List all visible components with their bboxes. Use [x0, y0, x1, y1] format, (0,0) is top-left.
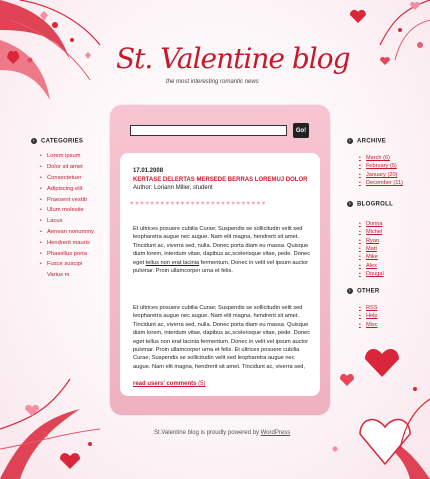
blogroll-label: Ryan — [366, 237, 380, 244]
archive-heading — [347, 138, 386, 145]
bullet-icon: • — [359, 237, 361, 244]
category-label: Dolor sit amet — [47, 164, 83, 171]
bullet-icon: • — [40, 207, 42, 214]
category-item[interactable] — [40, 248, 110, 259]
archive-heading-label: ARCHIVE — [357, 138, 387, 145]
other-item[interactable] — [359, 312, 424, 320]
category-label: Adipiscing elit — [47, 185, 83, 192]
category-label: Praesent vestib — [47, 196, 87, 203]
archive-count: (20) — [387, 171, 398, 178]
category-label: Lacus — [47, 218, 63, 225]
post-paragraph — [133, 225, 311, 275]
category-label: Consectetuer — [47, 174, 82, 181]
other-label: Misc — [366, 321, 378, 328]
category-item[interactable] — [40, 270, 110, 281]
bullet-icon: • — [359, 180, 361, 187]
category-label: Hendrerit mauris — [47, 239, 90, 246]
bullet-icon: › — [347, 201, 353, 207]
blogroll-label: Mike — [366, 254, 378, 261]
blogroll-label: Donna — [366, 221, 383, 228]
category-item[interactable] — [40, 237, 110, 248]
search-button[interactable]: Go! — [293, 123, 309, 138]
category-item[interactable] — [40, 259, 110, 270]
bullet-icon: • — [40, 228, 42, 235]
blogroll-item[interactable] — [359, 253, 424, 261]
bullet-icon: • — [40, 239, 42, 246]
read-comments-link[interactable] — [133, 381, 205, 387]
bullet-icon: • — [359, 254, 361, 261]
archive-list — [359, 154, 424, 187]
archive-count: (11) — [393, 180, 403, 187]
bullet-icon: • — [359, 229, 361, 236]
bullet-icon: • — [359, 246, 361, 253]
bullet-icon: • — [40, 185, 42, 192]
inline-link[interactable]: tellus non erat lacinia — [145, 259, 200, 266]
category-item[interactable] — [40, 173, 110, 184]
other-heading — [347, 288, 380, 295]
archive-count: (5) — [389, 163, 397, 170]
categories-heading — [31, 138, 83, 145]
bullet-icon: • — [359, 321, 361, 328]
category-label: Fusce suscipi — [47, 261, 83, 268]
post-author: Author: Loriann Miller, student — [133, 185, 213, 191]
bullet-icon: • — [359, 163, 361, 170]
other-list — [359, 304, 424, 329]
hearts-divider: ♥♥♥♥♥♥♥♥♥♥♥♥♥♥♥♥♥♥♥♥♥♥♥♥♥♥♥ — [130, 201, 267, 207]
bullet-icon: • — [40, 174, 42, 181]
post-date: 17.01.2008 — [133, 168, 164, 174]
category-item[interactable] — [40, 205, 110, 216]
bullet-icon: • — [40, 261, 42, 268]
bullet-icon: • — [359, 305, 361, 312]
bullet-icon: • — [359, 270, 361, 277]
bullet-icon: › — [347, 138, 353, 144]
search-input[interactable] — [130, 125, 287, 136]
archive-item[interactable] — [359, 162, 424, 170]
footer-text: St.Valentine blog is proudly powered by — [154, 430, 261, 436]
categories-heading-label: CATEGORIES — [41, 138, 84, 145]
post-paragraph: Et ultrices posuere cubilia Curae; Suspendis se sollicitudin velit sed leopharetra augue nec augue. Nam elit magna, hendrerit sit amet. Tincidunt ac, viverra sed, nulla. Donec porta diam eu massa. Quisque diam lorem, interdum vitae, dapibus ac,scelerisque vitae, pede. Donec eget tellus non erat lacinia fermentum. Donec in velit vel ipsum auctor pulvinar. Proin ullamcorper urna et felis. Et ultrices posuere cubilia Curae; Suspendis se sollicitudin velit sed leopharetra augue nec augue. Nam elit magna, hendrerit sit amet. Tincidunt ac, viverra sed, — [133, 305, 311, 370]
footer — [154, 430, 290, 436]
archive-label: January — [366, 171, 386, 178]
other-heading-label: OTHER — [357, 288, 380, 295]
search-bar — [130, 123, 310, 139]
bullet-icon: › — [347, 288, 353, 294]
archive-label: December — [366, 180, 392, 187]
blogroll-item[interactable] — [359, 270, 424, 278]
blogroll-heading — [347, 201, 393, 208]
category-item[interactable] — [40, 183, 110, 194]
blog-tagline: the most interesting romantic news — [166, 79, 259, 85]
post-text: Et ultrices posuere cubilia Curae; Suspendis se sollicitudin velit sed leopharetra augue nec augue. Nam elit magna, hendrerit sit amet. Tincidunt ac, viverra sed, nulla. Donec porta diam eu massa. Quisque diam lorem, interdum vitae, dapibus ac,scelerisque vitae, pede. Donec eget — [133, 226, 311, 266]
comments-label: read users' comments — [133, 381, 197, 387]
other-label: RSS — [366, 305, 378, 312]
bullet-icon: • — [40, 196, 42, 203]
bullet-icon: • — [359, 262, 361, 269]
archive-item[interactable] — [359, 179, 424, 187]
blogroll-label: Matt — [366, 246, 377, 253]
wordpress-link[interactable]: WordPress — [260, 430, 291, 436]
blogroll-list — [359, 220, 424, 278]
bullet-icon: › — [31, 138, 37, 144]
bullet-icon: • — [40, 250, 42, 257]
category-label: Phasellus porta — [47, 250, 87, 257]
other-item[interactable] — [359, 321, 424, 329]
categories-list — [40, 151, 110, 281]
archive-label: February — [366, 163, 389, 170]
blogroll-item[interactable] — [359, 261, 424, 269]
post-title[interactable]: KERTASE DELERTAS MERSEDE BERRAS LOREMUJ DOLOR — [133, 177, 308, 183]
bullet-icon: • — [359, 171, 361, 178]
bullet-icon: • — [40, 164, 42, 171]
category-label: Aenean nonummy — [47, 228, 95, 235]
other-item[interactable] — [359, 304, 424, 312]
category-label: Varius m — [47, 272, 70, 279]
blogroll-label: Michel — [366, 229, 383, 236]
blogroll-heading-label: BLOGROLL — [357, 201, 394, 208]
blogroll-item[interactable] — [359, 245, 424, 253]
category-item[interactable] — [40, 216, 110, 227]
blogroll-item[interactable] — [359, 220, 424, 228]
archive-label: March — [366, 155, 382, 162]
blogroll-item[interactable] — [359, 228, 424, 236]
comments-count: (5) — [198, 381, 206, 387]
blogroll-label: Alex — [366, 262, 377, 269]
bullet-icon: • — [40, 153, 42, 160]
category-item[interactable] — [40, 227, 110, 238]
floral-ornament-bottom-right — [320, 339, 430, 479]
archive-item[interactable] — [359, 171, 424, 179]
other-label: Help — [366, 313, 378, 320]
category-item[interactable] — [40, 162, 110, 173]
blogroll-label: Dougal — [366, 270, 384, 277]
category-item[interactable] — [40, 194, 110, 205]
archive-item[interactable] — [359, 154, 424, 162]
post-text: fermentum. Donec in velit vel ipsum auctor pulvinar. Proin ullamcorper urna et felis. — [133, 259, 309, 275]
blogroll-item[interactable] — [359, 237, 424, 245]
bullet-icon: • — [40, 218, 42, 225]
bullet-icon: • — [359, 155, 361, 162]
category-label: Ulum molestie — [47, 207, 84, 214]
bullet-icon: • — [359, 221, 361, 228]
archive-count: (6) — [383, 155, 390, 162]
category-item[interactable] — [40, 151, 110, 162]
blog-title[interactable]: St. Valentine blog — [116, 42, 350, 75]
bullet-icon: • — [359, 313, 361, 320]
category-label: Lorem ipsum — [47, 153, 81, 160]
